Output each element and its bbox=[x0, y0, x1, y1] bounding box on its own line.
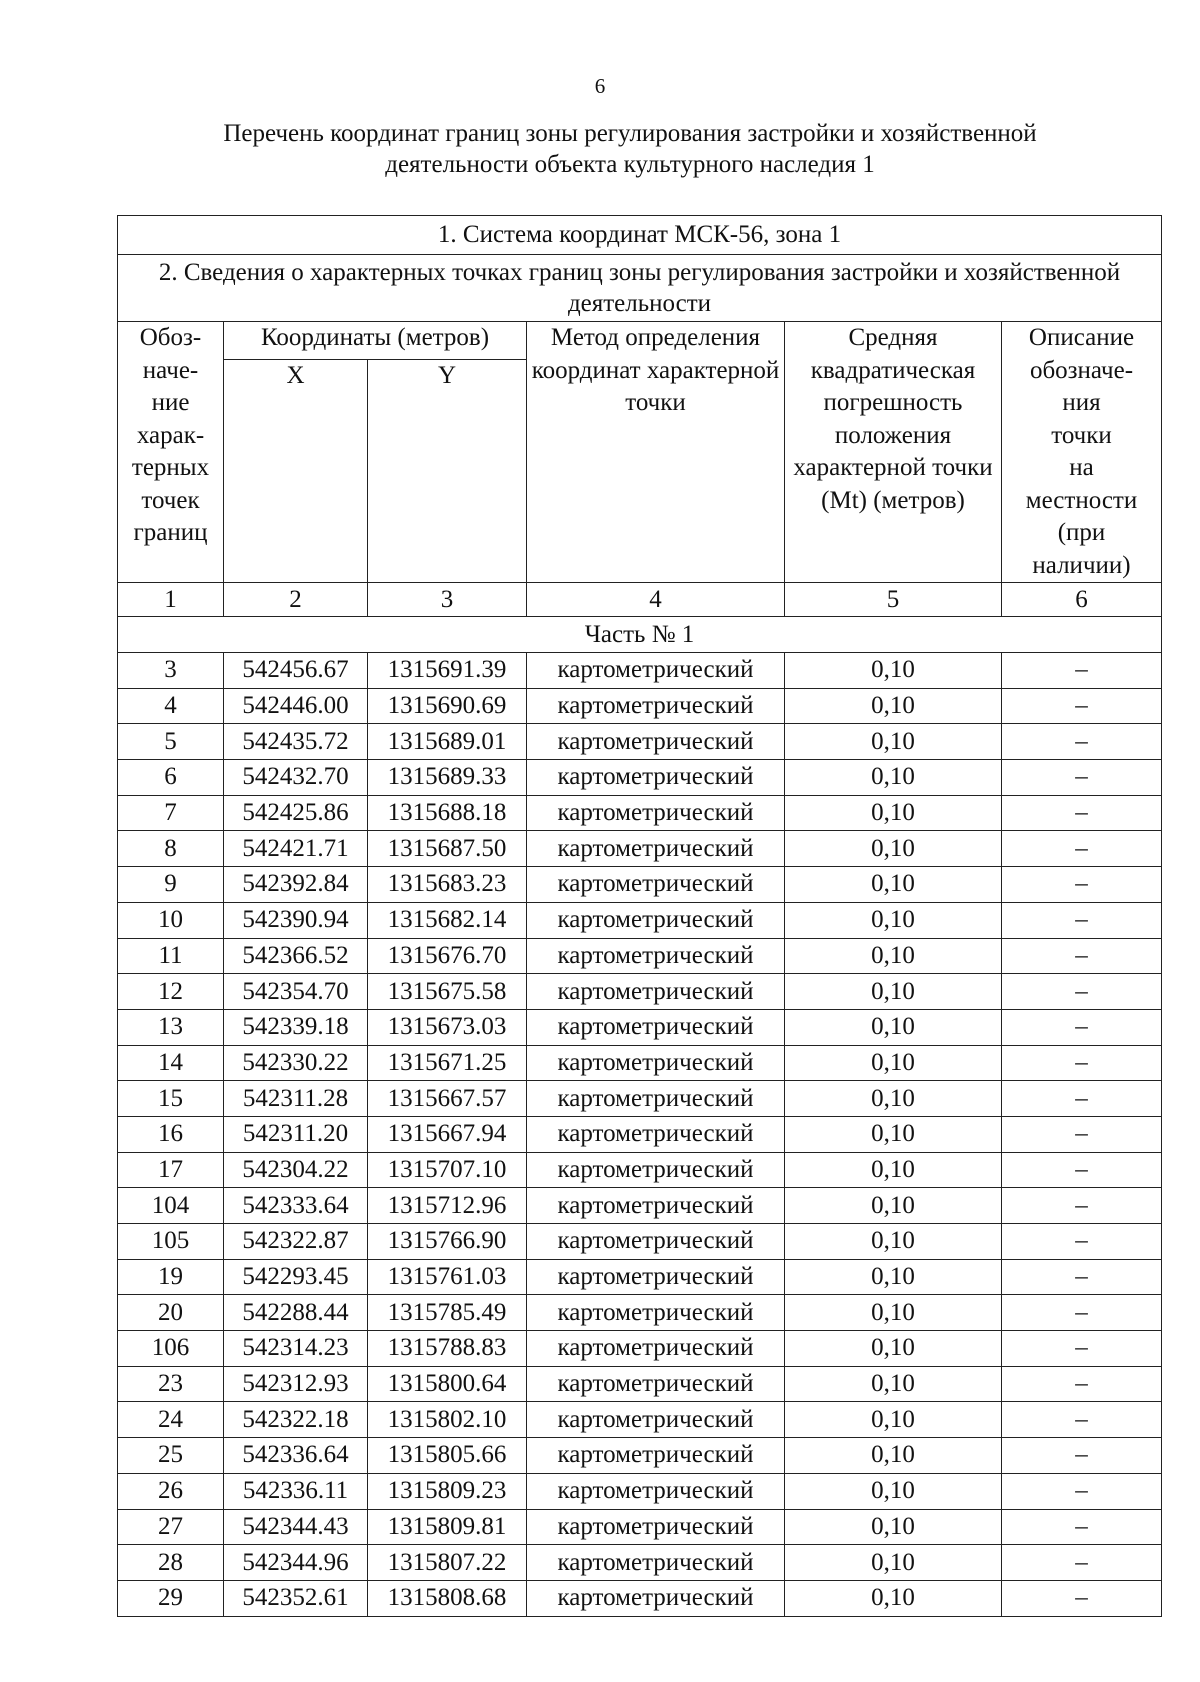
method-cell: картометрический bbox=[527, 902, 785, 938]
coord-y-cell: 1315712.96 bbox=[368, 1188, 527, 1224]
table-row bbox=[118, 795, 1162, 831]
error-cell: 0,10 bbox=[785, 902, 1002, 938]
description-cell: – bbox=[1002, 724, 1162, 760]
description-cell: – bbox=[1002, 902, 1162, 938]
point-id-cell: 8 bbox=[118, 831, 224, 867]
coord-x-cell: 542333.64 bbox=[224, 1188, 368, 1224]
method-cell: картометрический bbox=[527, 760, 785, 796]
section-title-row: 2. Сведения о характерных точках границ зоны регулирования застройки и хозяйственной деятельности bbox=[118, 255, 1162, 322]
coord-y-cell: 1315707.10 bbox=[368, 1152, 527, 1188]
error-cell: 0,10 bbox=[785, 867, 1002, 903]
coord-x-cell: 542312.93 bbox=[224, 1366, 368, 1402]
description-cell: – bbox=[1002, 1188, 1162, 1224]
table-row bbox=[118, 1473, 1162, 1509]
coord-y-cell: 1315687.50 bbox=[368, 831, 527, 867]
description-cell: – bbox=[1002, 760, 1162, 796]
coord-x-cell: 542311.20 bbox=[224, 1116, 368, 1152]
coord-y-cell: 1315682.14 bbox=[368, 902, 527, 938]
error-cell: 0,10 bbox=[785, 1152, 1002, 1188]
point-id-cell: 104 bbox=[118, 1188, 224, 1224]
method-cell: картометрический bbox=[527, 1009, 785, 1045]
description-cell: – bbox=[1002, 1295, 1162, 1331]
point-id-cell: 25 bbox=[118, 1438, 224, 1474]
coord-x-cell: 542304.22 bbox=[224, 1152, 368, 1188]
description-cell: – bbox=[1002, 1116, 1162, 1152]
point-id-cell: 20 bbox=[118, 1295, 224, 1331]
description-cell: – bbox=[1002, 1224, 1162, 1260]
coord-y-cell: 1315667.94 bbox=[368, 1116, 527, 1152]
coord-x-cell: 542432.70 bbox=[224, 760, 368, 796]
point-id-cell: 7 bbox=[118, 795, 224, 831]
point-id-cell: 24 bbox=[118, 1402, 224, 1438]
method-cell: картометрический bbox=[527, 1224, 785, 1260]
coord-y-cell: 1315675.58 bbox=[368, 974, 527, 1010]
description-cell: – bbox=[1002, 1081, 1162, 1117]
error-cell: 0,10 bbox=[785, 1009, 1002, 1045]
table-row bbox=[118, 1438, 1162, 1474]
description-cell: – bbox=[1002, 1045, 1162, 1081]
table-row bbox=[118, 688, 1162, 724]
table-row bbox=[118, 974, 1162, 1010]
error-cell: 0,10 bbox=[785, 1331, 1002, 1367]
method-cell: картометрический bbox=[527, 1580, 785, 1616]
coord-y-cell: 1315689.33 bbox=[368, 760, 527, 796]
description-cell: – bbox=[1002, 1473, 1162, 1509]
error-cell: 0,10 bbox=[785, 653, 1002, 689]
coord-y-cell: 1315671.25 bbox=[368, 1045, 527, 1081]
description-cell: – bbox=[1002, 1152, 1162, 1188]
table-row bbox=[118, 1366, 1162, 1402]
coord-y-cell: 1315761.03 bbox=[368, 1259, 527, 1295]
table-row bbox=[118, 902, 1162, 938]
error-cell: 0,10 bbox=[785, 1580, 1002, 1616]
method-cell: картометрический bbox=[527, 1259, 785, 1295]
page-number: 6 bbox=[594, 74, 606, 98]
table-row bbox=[118, 867, 1162, 903]
method-cell: картометрический bbox=[527, 974, 785, 1010]
header-y: Y bbox=[368, 360, 527, 583]
description-cell: – bbox=[1002, 938, 1162, 974]
point-id-cell: 5 bbox=[118, 724, 224, 760]
coord-x-cell: 542344.96 bbox=[224, 1545, 368, 1581]
method-cell: картометрический bbox=[527, 1116, 785, 1152]
table-row bbox=[118, 1152, 1162, 1188]
coord-x-cell: 542336.11 bbox=[224, 1473, 368, 1509]
description-cell: – bbox=[1002, 1259, 1162, 1295]
description-cell: – bbox=[1002, 1331, 1162, 1367]
coord-x-cell: 542435.72 bbox=[224, 724, 368, 760]
method-cell: картометрический bbox=[527, 688, 785, 724]
coordinate-system-row: 1. Система координат МСК-56, зона 1 bbox=[118, 216, 1162, 255]
point-id-cell: 16 bbox=[118, 1116, 224, 1152]
coord-x-cell: 542314.23 bbox=[224, 1331, 368, 1367]
error-cell: 0,10 bbox=[785, 1545, 1002, 1581]
coord-y-cell: 1315785.49 bbox=[368, 1295, 527, 1331]
coord-x-cell: 542330.22 bbox=[224, 1045, 368, 1081]
method-cell: картометрический bbox=[527, 1509, 785, 1545]
coord-x-cell: 542339.18 bbox=[224, 1009, 368, 1045]
table-row bbox=[118, 1580, 1162, 1616]
description-cell: – bbox=[1002, 795, 1162, 831]
coord-y-cell: 1315689.01 bbox=[368, 724, 527, 760]
coord-y-cell: 1315766.90 bbox=[368, 1224, 527, 1260]
method-cell: картометрический bbox=[527, 1473, 785, 1509]
point-id-cell: 6 bbox=[118, 760, 224, 796]
description-cell: – bbox=[1002, 1509, 1162, 1545]
coord-x-cell: 542344.43 bbox=[224, 1509, 368, 1545]
description-cell: – bbox=[1002, 1366, 1162, 1402]
table-row bbox=[118, 831, 1162, 867]
error-cell: 0,10 bbox=[785, 1081, 1002, 1117]
coordinates-table bbox=[117, 215, 1162, 1617]
coord-x-cell: 542456.67 bbox=[224, 653, 368, 689]
column-number: 1 bbox=[118, 583, 224, 617]
header-description: Описание обозначе- ния точки на местности (при наличии) bbox=[1002, 322, 1162, 583]
description-cell: – bbox=[1002, 831, 1162, 867]
point-id-cell: 29 bbox=[118, 1580, 224, 1616]
column-number: 4 bbox=[527, 583, 785, 617]
part-label: Часть № 1 bbox=[118, 617, 1162, 653]
point-id-cell: 13 bbox=[118, 1009, 224, 1045]
error-cell: 0,10 bbox=[785, 1224, 1002, 1260]
table-row bbox=[118, 653, 1162, 689]
method-cell: картометрический bbox=[527, 1366, 785, 1402]
description-cell: – bbox=[1002, 867, 1162, 903]
column-number: 3 bbox=[368, 583, 527, 617]
error-cell: 0,10 bbox=[785, 1045, 1002, 1081]
error-cell: 0,10 bbox=[785, 795, 1002, 831]
point-id-cell: 15 bbox=[118, 1081, 224, 1117]
coord-x-cell: 542446.00 bbox=[224, 688, 368, 724]
method-cell: картометрический bbox=[527, 795, 785, 831]
table-row bbox=[118, 1509, 1162, 1545]
error-cell: 0,10 bbox=[785, 1295, 1002, 1331]
point-id-cell: 17 bbox=[118, 1152, 224, 1188]
method-cell: картометрический bbox=[527, 1295, 785, 1331]
point-id-cell: 23 bbox=[118, 1366, 224, 1402]
table-row bbox=[118, 1402, 1162, 1438]
header-method: Метод определения координат характерной точки bbox=[527, 322, 785, 583]
description-cell: – bbox=[1002, 1580, 1162, 1616]
point-id-cell: 14 bbox=[118, 1045, 224, 1081]
method-cell: картометрический bbox=[527, 1188, 785, 1224]
coord-x-cell: 542311.28 bbox=[224, 1081, 368, 1117]
method-cell: картометрический bbox=[527, 938, 785, 974]
table-row bbox=[118, 1224, 1162, 1260]
header-x: X bbox=[224, 360, 368, 583]
point-id-cell: 106 bbox=[118, 1331, 224, 1367]
table-row bbox=[118, 1259, 1162, 1295]
method-cell: картометрический bbox=[527, 1331, 785, 1367]
coord-y-cell: 1315691.39 bbox=[368, 653, 527, 689]
description-cell: – bbox=[1002, 1402, 1162, 1438]
error-cell: 0,10 bbox=[785, 724, 1002, 760]
error-cell: 0,10 bbox=[785, 938, 1002, 974]
coord-x-cell: 542322.18 bbox=[224, 1402, 368, 1438]
error-cell: 0,10 bbox=[785, 760, 1002, 796]
error-cell: 0,10 bbox=[785, 1438, 1002, 1474]
point-id-cell: 12 bbox=[118, 974, 224, 1010]
point-id-cell: 28 bbox=[118, 1545, 224, 1581]
point-id-cell: 19 bbox=[118, 1259, 224, 1295]
coord-x-cell: 542425.86 bbox=[224, 795, 368, 831]
table-row bbox=[118, 938, 1162, 974]
point-id-cell: 105 bbox=[118, 1224, 224, 1260]
table-row bbox=[118, 1331, 1162, 1367]
table-row bbox=[118, 1116, 1162, 1152]
table-row bbox=[118, 724, 1162, 760]
coord-x-cell: 542354.70 bbox=[224, 974, 368, 1010]
header-error: Средняя квадратическая погрешность положения характерной точки (Mt) (метров) bbox=[785, 322, 1002, 583]
coord-y-cell: 1315802.10 bbox=[368, 1402, 527, 1438]
error-cell: 0,10 bbox=[785, 831, 1002, 867]
error-cell: 0,10 bbox=[785, 1473, 1002, 1509]
description-cell: – bbox=[1002, 1009, 1162, 1045]
point-id-cell: 4 bbox=[118, 688, 224, 724]
error-cell: 0,10 bbox=[785, 974, 1002, 1010]
error-cell: 0,10 bbox=[785, 688, 1002, 724]
coord-y-cell: 1315809.23 bbox=[368, 1473, 527, 1509]
point-id-cell: 26 bbox=[118, 1473, 224, 1509]
description-cell: – bbox=[1002, 1545, 1162, 1581]
description-cell: – bbox=[1002, 653, 1162, 689]
coord-x-cell: 542336.64 bbox=[224, 1438, 368, 1474]
method-cell: картометрический bbox=[527, 1545, 785, 1581]
point-id-cell: 11 bbox=[118, 938, 224, 974]
method-cell: картометрический bbox=[527, 1081, 785, 1117]
column-number: 6 bbox=[1002, 583, 1162, 617]
coord-x-cell: 542390.94 bbox=[224, 902, 368, 938]
table-row bbox=[118, 1045, 1162, 1081]
column-number: 5 bbox=[785, 583, 1002, 617]
coord-x-cell: 542293.45 bbox=[224, 1259, 368, 1295]
point-id-cell: 10 bbox=[118, 902, 224, 938]
coord-x-cell: 542366.52 bbox=[224, 938, 368, 974]
point-id-cell: 3 bbox=[118, 653, 224, 689]
method-cell: картометрический bbox=[527, 1402, 785, 1438]
coord-y-cell: 1315688.18 bbox=[368, 795, 527, 831]
coord-y-cell: 1315788.83 bbox=[368, 1331, 527, 1367]
coord-y-cell: 1315807.22 bbox=[368, 1545, 527, 1581]
coord-y-cell: 1315800.64 bbox=[368, 1366, 527, 1402]
table-row bbox=[118, 1295, 1162, 1331]
table-row bbox=[118, 1545, 1162, 1581]
description-cell: – bbox=[1002, 688, 1162, 724]
error-cell: 0,10 bbox=[785, 1116, 1002, 1152]
coord-x-cell: 542392.84 bbox=[224, 867, 368, 903]
error-cell: 0,10 bbox=[785, 1366, 1002, 1402]
table-row bbox=[118, 760, 1162, 796]
coord-x-cell: 542421.71 bbox=[224, 831, 368, 867]
table-row bbox=[118, 1009, 1162, 1045]
document-title: Перечень координат границ зоны регулирования застройки и хозяйственной деятельности объекта культурного наследия 1 bbox=[223, 120, 1037, 178]
coord-y-cell: 1315667.57 bbox=[368, 1081, 527, 1117]
coord-x-cell: 542322.87 bbox=[224, 1224, 368, 1260]
method-cell: картометрический bbox=[527, 653, 785, 689]
column-number: 2 bbox=[224, 583, 368, 617]
method-cell: картометрический bbox=[527, 1045, 785, 1081]
coord-y-cell: 1315683.23 bbox=[368, 867, 527, 903]
error-cell: 0,10 bbox=[785, 1259, 1002, 1295]
coord-y-cell: 1315809.81 bbox=[368, 1509, 527, 1545]
table-row bbox=[118, 1081, 1162, 1117]
error-cell: 0,10 bbox=[785, 1509, 1002, 1545]
method-cell: картометрический bbox=[527, 1438, 785, 1474]
error-cell: 0,10 bbox=[785, 1188, 1002, 1224]
description-cell: – bbox=[1002, 974, 1162, 1010]
point-id-cell: 9 bbox=[118, 867, 224, 903]
method-cell: картометрический bbox=[527, 831, 785, 867]
method-cell: картометрический bbox=[527, 867, 785, 903]
table-row bbox=[118, 1188, 1162, 1224]
coord-y-cell: 1315805.66 bbox=[368, 1438, 527, 1474]
method-cell: картометрический bbox=[527, 1152, 785, 1188]
coord-y-cell: 1315676.70 bbox=[368, 938, 527, 974]
header-designation: Обоз- наче- ние харак- терных точек границ bbox=[118, 322, 224, 583]
coord-y-cell: 1315808.68 bbox=[368, 1580, 527, 1616]
coord-y-cell: 1315673.03 bbox=[368, 1009, 527, 1045]
coord-y-cell: 1315690.69 bbox=[368, 688, 527, 724]
coord-x-cell: 542288.44 bbox=[224, 1295, 368, 1331]
description-cell: – bbox=[1002, 1438, 1162, 1474]
coord-x-cell: 542352.61 bbox=[224, 1580, 368, 1616]
header-coordinates: Координаты (метров) bbox=[224, 322, 527, 360]
method-cell: картометрический bbox=[527, 724, 785, 760]
point-id-cell: 27 bbox=[118, 1509, 224, 1545]
error-cell: 0,10 bbox=[785, 1402, 1002, 1438]
